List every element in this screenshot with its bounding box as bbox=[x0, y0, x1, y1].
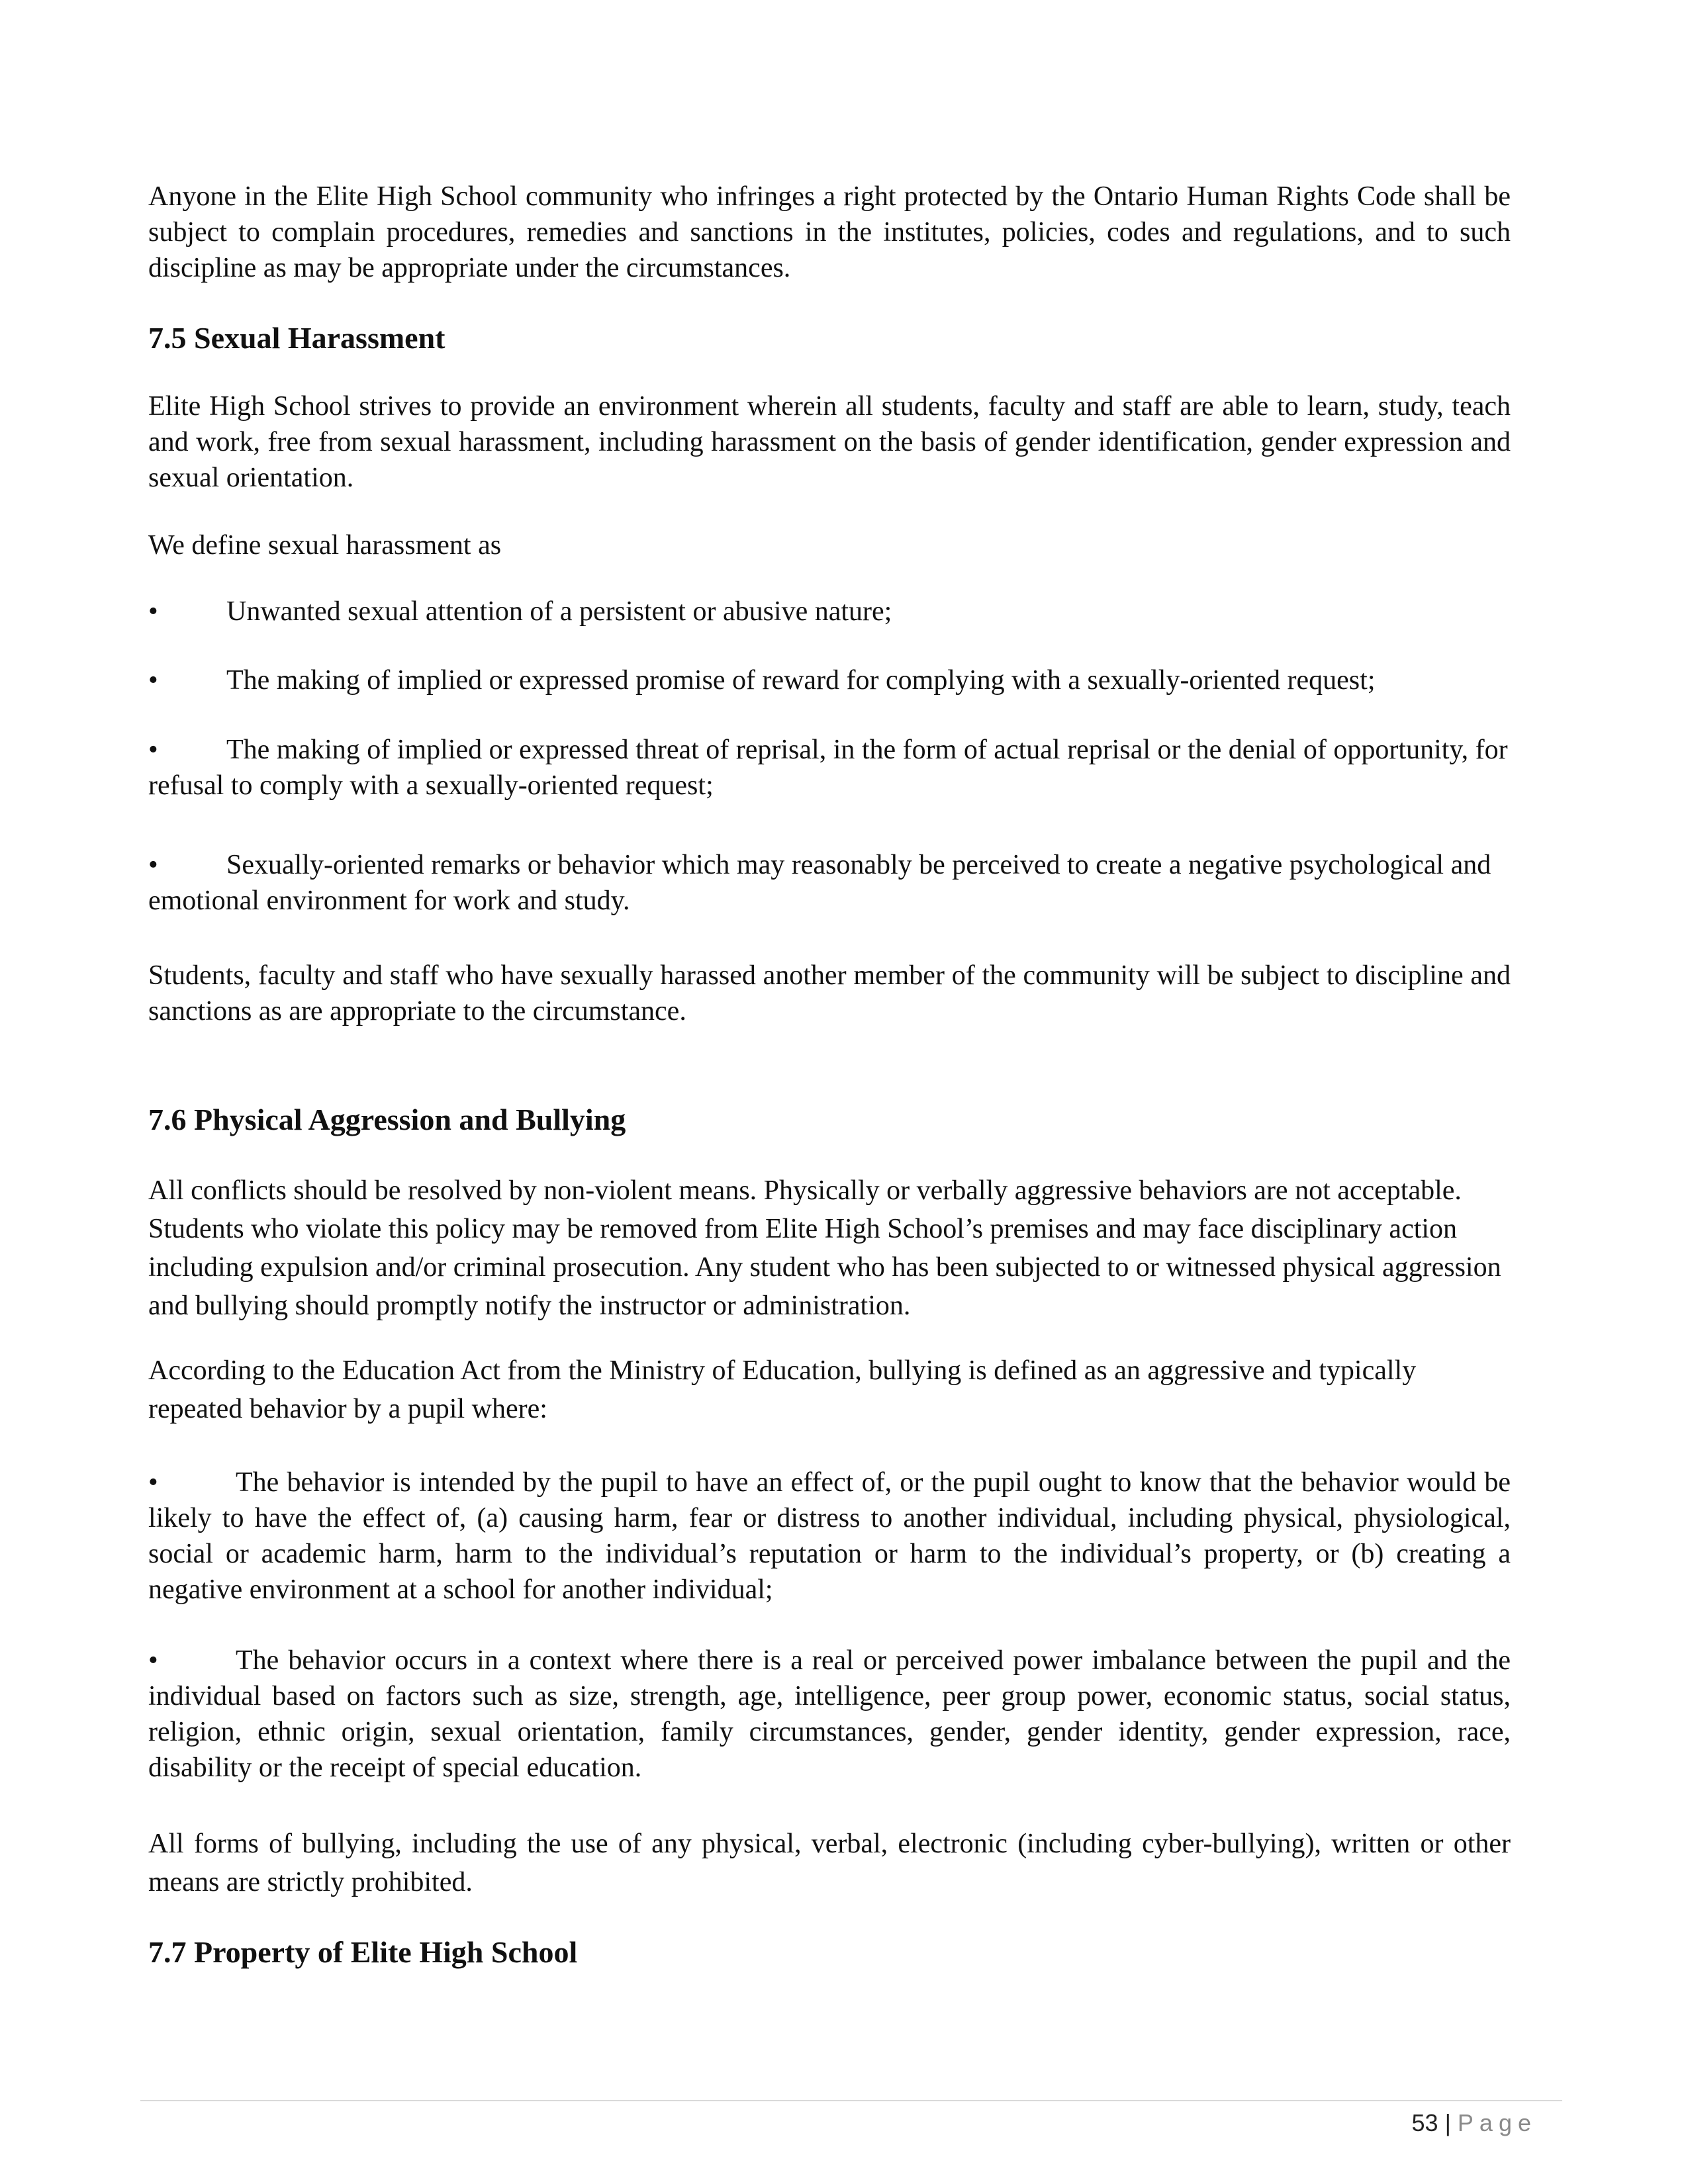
harassment-bullet-3 bbox=[148, 732, 1511, 803]
bullet-text: The behavior occurs in a context where there is a real or perceived power imbalance between the pupil and the individual based on factors such as size, strength, age, intelligence, peer group power, economic status, social status, religion, ethnic origin, sexual orientation, family circumstances, gender, gender identity, gender expression, race, disability or the receipt of special education. bbox=[148, 1645, 1511, 1783]
intro-paragraph: Anyone in the Elite High School community who infringes a right protected by the Ontario Human Rights Code shall be subject to complain procedures, remedies and sanctions in the institutes, policies, codes and regulations, and to such discipline as may be appropriate under the circumstances. bbox=[148, 181, 1511, 283]
bullet-text: The making of implied or expressed promise of reward for complying with a sexually-oriented request; bbox=[226, 665, 1376, 696]
bullet-marker: • bbox=[148, 1645, 158, 1676]
harassment-bullet-2 bbox=[148, 662, 1511, 698]
section-7-5-heading: 7.5 Sexual Harassment bbox=[148, 321, 445, 355]
page-label: Page bbox=[1457, 2109, 1537, 2136]
bullet-text: The behavior is intended by the pupil to have an effect of, or the pupil ought to know that the behavior would be likely to have the effect of, (a) causing harm, fear or distress to another individual, including physical, physiological, social or academic harm, harm to the individual’s reputation or harm to the individual’s property, or (b) creating a negative environment at a school for another individual; bbox=[148, 1467, 1511, 1605]
section-7-6-heading: 7.6 Physical Aggression and Bullying bbox=[148, 1103, 626, 1136]
section-7-5-paragraph-3: Students, faculty and staff who have sexually harassed another member of the community will be subject to discipline and sanctions as are appropriate to the circumstance. bbox=[148, 960, 1511, 1026]
harassment-bullet-4 bbox=[148, 847, 1511, 919]
section-7-6-paragraph-2: According to the Education Act from the Ministry of Education, bullying is defined as an aggressive and typically repeated behavior by a pupil where: bbox=[148, 1355, 1417, 1424]
bullet-text: The making of implied or expressed threat of reprisal, in the form of actual reprisal or the denial of opportunity, for refusal to comply with a sexually-oriented request; bbox=[148, 735, 1508, 801]
bullet-marker: • bbox=[148, 596, 158, 627]
page-footer bbox=[1412, 2109, 1537, 2138]
bullying-bullet-1 bbox=[148, 1465, 1511, 1608]
bullet-marker: • bbox=[148, 665, 158, 696]
page-number: 53 bbox=[1411, 2109, 1438, 2136]
footer-divider bbox=[140, 2100, 1562, 2101]
section-7-6-paragraph-3: All forms of bullying, including the use of any physical, verbal, electronic (including cyber-bullying), written or other means are strictly prohibited. bbox=[148, 1829, 1511, 1897]
harassment-bullet-1 bbox=[148, 594, 1511, 629]
section-7-7-heading: 7.7 Property of Elite High School bbox=[148, 1935, 578, 1969]
bullet-text: Sexually-oriented remarks or behavior which may reasonably be perceived to create a negative psychological and emotional environment for work and study. bbox=[148, 850, 1491, 916]
section-7-6-paragraph-1: All conflicts should be resolved by non-violent means. Physically or verbally aggressive behaviors are not acceptable. Students who violate this policy may be removed from Elite High School’s premises and may face disciplinary action including expulsion and/or criminal prosecution. Any student who has been subjected to or witnessed physical aggression and bullying should promptly notify the instructor or administration. bbox=[148, 1175, 1501, 1321]
section-7-5-paragraph-1: Elite High School strives to provide an environment wherein all students, faculty and staff are able to learn, study, teach and work, free from sexual harassment, including harassment on the basis of gender identification, gender expression and sexual orientation. bbox=[148, 391, 1511, 493]
section-7-5-paragraph-2: We define sexual harassment as bbox=[148, 530, 502, 561]
bullet-text: Unwanted sexual attention of a persistent or abusive nature; bbox=[226, 596, 892, 627]
bullet-marker: • bbox=[148, 1467, 158, 1498]
bullet-marker: • bbox=[148, 850, 158, 880]
footer-separator: | bbox=[1444, 2109, 1451, 2136]
bullet-marker: • bbox=[148, 735, 158, 765]
bullying-bullet-2 bbox=[148, 1643, 1511, 1786]
